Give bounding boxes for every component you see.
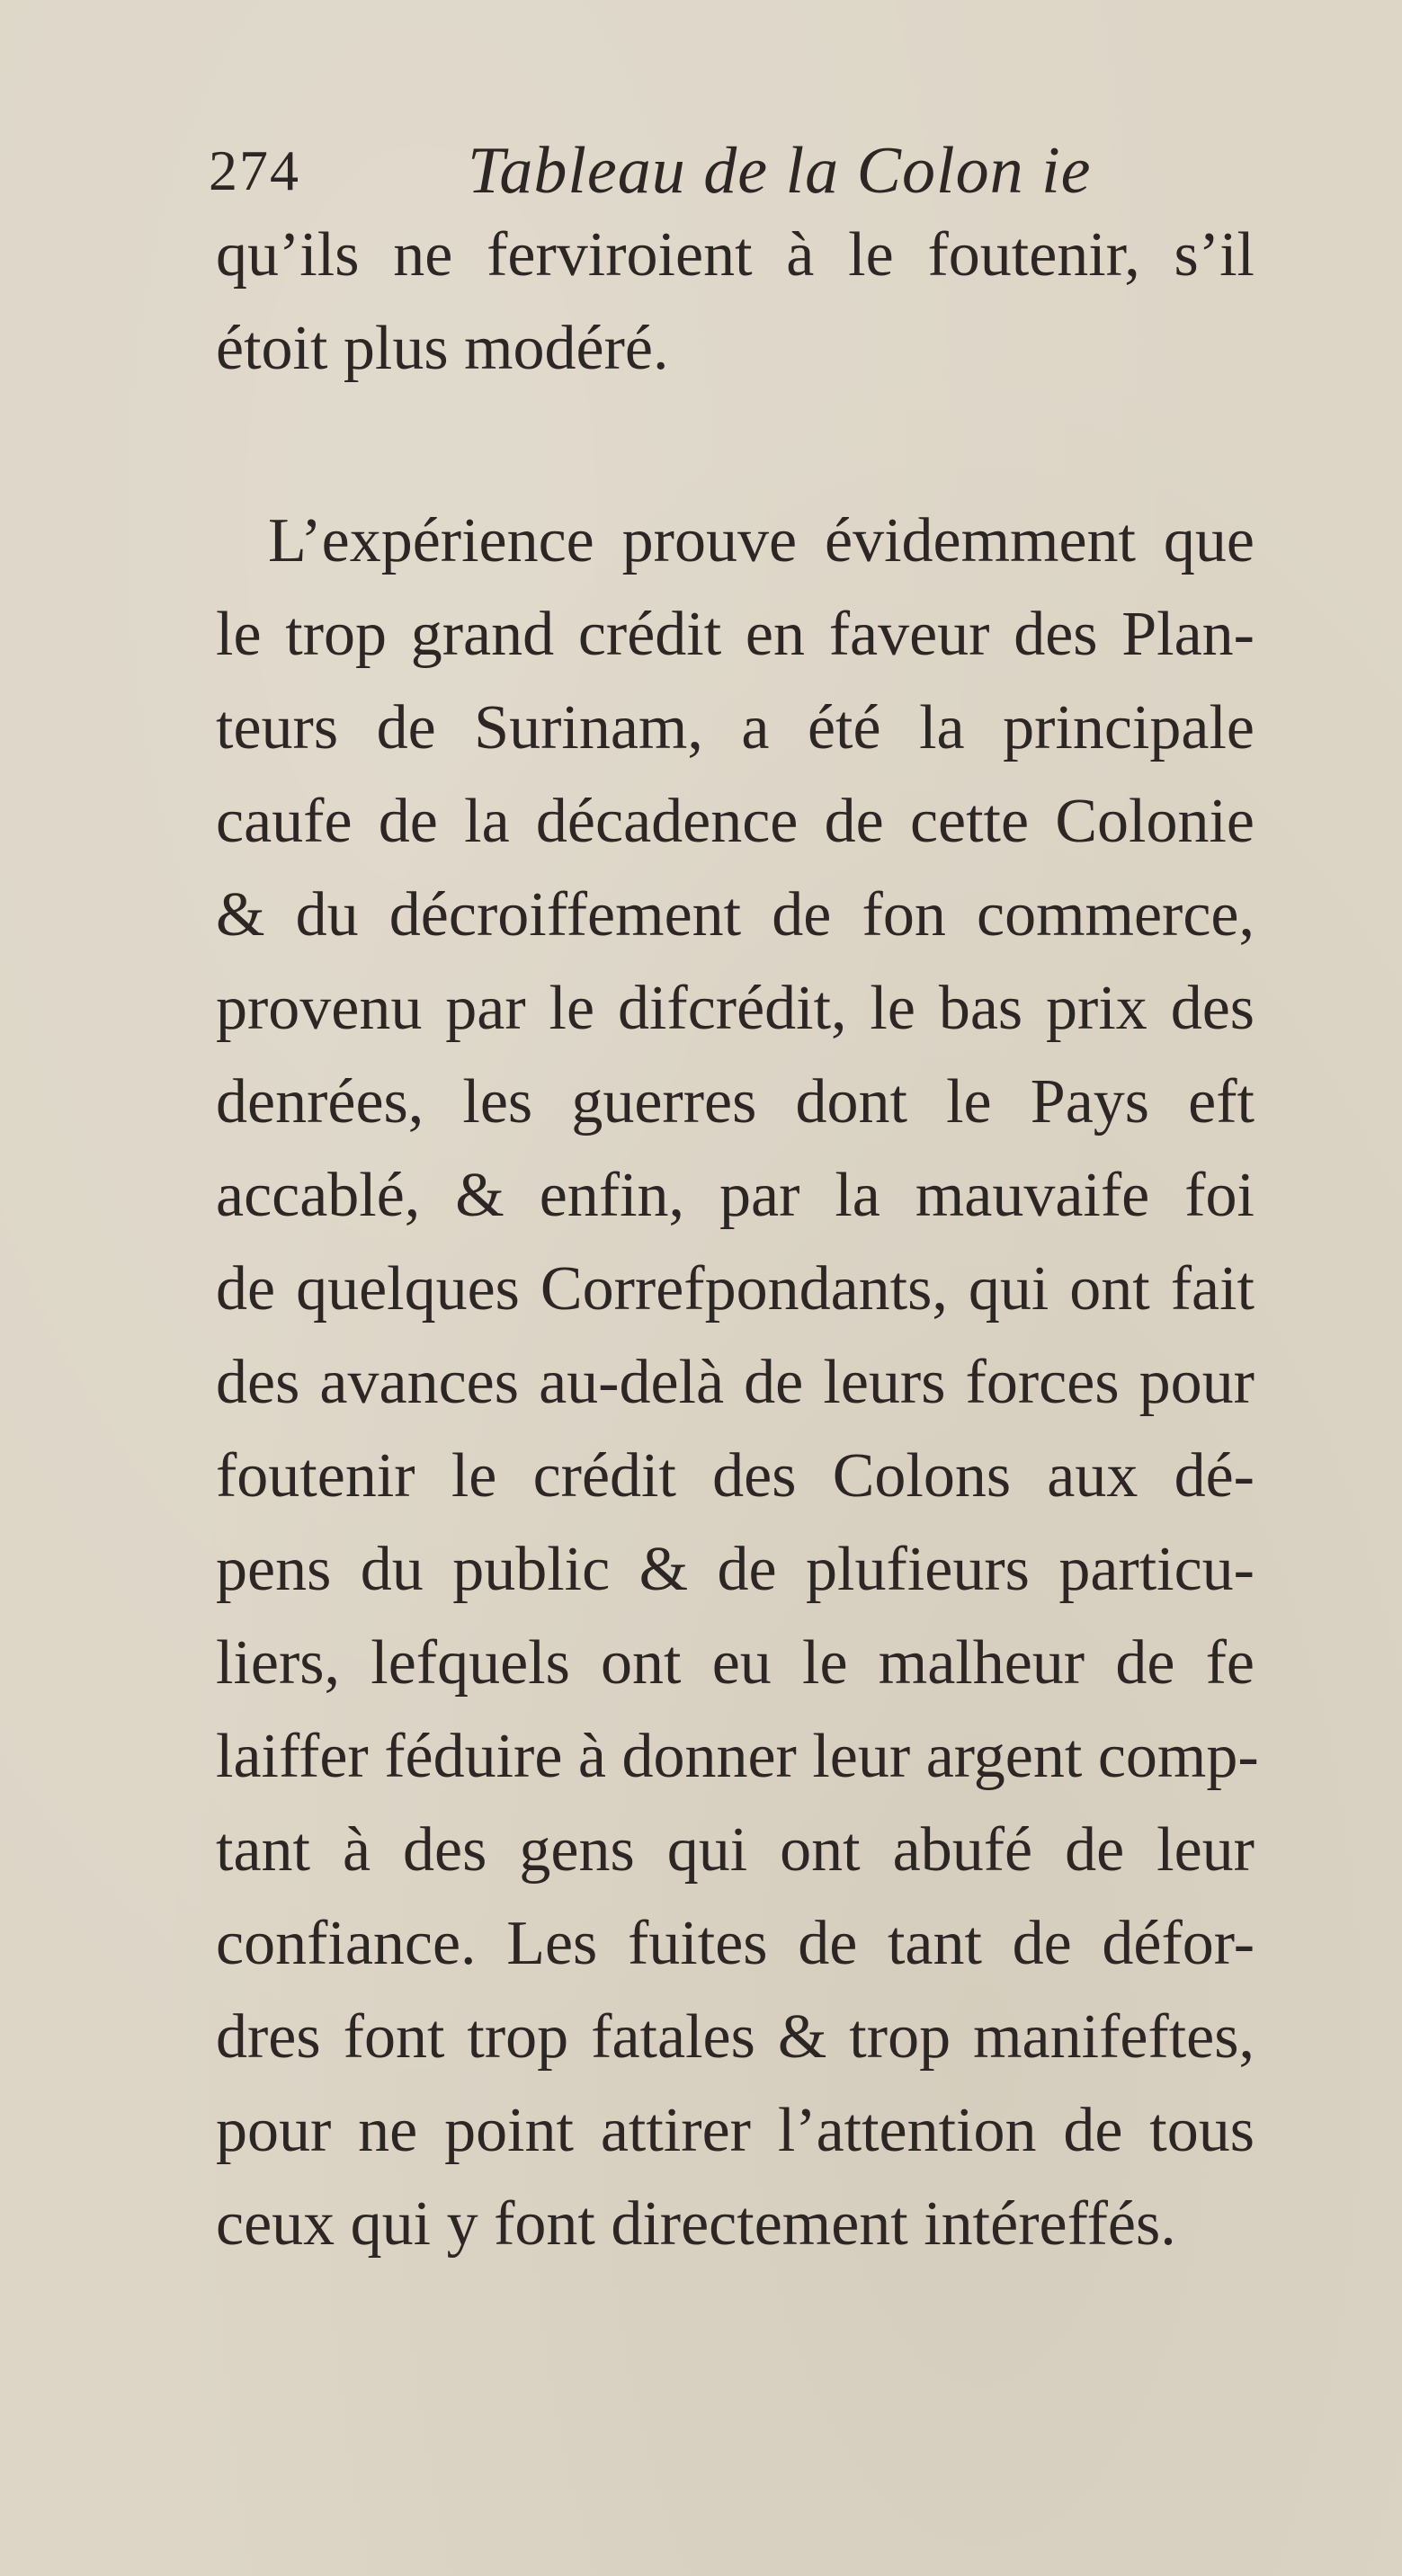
text-line: tant à des gens qui ont abufé de leur — [216, 1815, 1255, 1885]
text-line: provenu par le difcrédit, le bas prix des — [216, 974, 1255, 1043]
text-line: foutenir le crédit des Colons aux dé- — [216, 1441, 1255, 1511]
text-line: étoit plus modéré. — [216, 314, 669, 383]
text-line: laiffer féduire à donner leur argent comp- — [216, 1722, 1259, 1791]
text-line: ceux qui y font directement intéreffés. — [216, 2189, 1176, 2259]
running-title: Tableau de la Colon ie — [468, 134, 1092, 208]
text-line: teurs de Surinam, a été la principale — [216, 693, 1255, 762]
text-line: qu’ils ne ferviroient à le foutenir, s’il — [216, 220, 1255, 290]
text-line: caufe de la décadence de cette Colonie — [216, 787, 1255, 856]
text-line: liers, lefquels ont eu le malheur de fe — [216, 1628, 1255, 1698]
text-line: dres font trop fatales & trop manifeftes, — [216, 2002, 1255, 2072]
paragraph-1 — [216, 209, 1255, 396]
text-line: de quelques Correfpondants, qui ont fait — [216, 1254, 1255, 1324]
text-line: denrées, les guerres dont le Pays eft — [216, 1067, 1255, 1136]
text-line: confiance. Les fuites de tant de défor- — [216, 1909, 1255, 1978]
text-line: des avances au-delà de leurs forces pour — [216, 1348, 1255, 1417]
text-line: pens du public & de plufieurs particu- — [216, 1535, 1255, 1604]
body-text — [216, 209, 1259, 2271]
paragraph-2 — [216, 495, 1259, 2271]
page-number: 274 — [209, 138, 300, 202]
text-line: le trop grand crédit en faveur des Plan- — [216, 600, 1255, 669]
page-header — [209, 135, 1198, 207]
text-line: pour ne point attirer l’attention de tous — [216, 2096, 1255, 2165]
paragraph-spacer — [216, 396, 1255, 495]
text-line: accablé, & enfin, par la mauvaife foi — [216, 1161, 1255, 1230]
text-line: & du décroiffement de fon commerce, — [216, 880, 1255, 949]
text-line: L’expérience prouve évidemment que — [268, 506, 1255, 575]
